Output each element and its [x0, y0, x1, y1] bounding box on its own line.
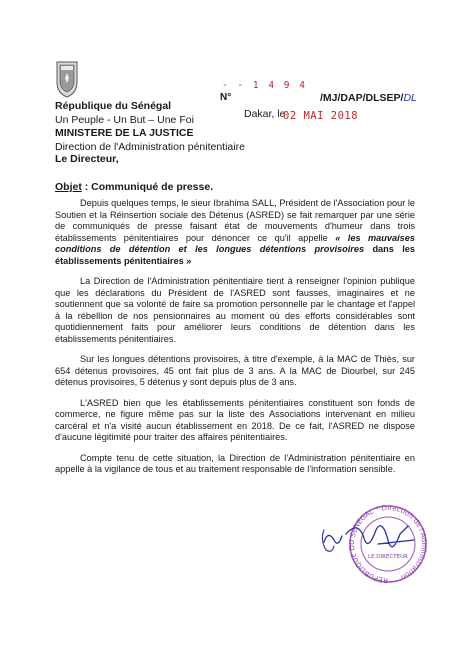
subject-label: Objet: [55, 181, 82, 193]
letterhead: [55, 100, 245, 154]
paragraph-5: Compte tenu de cette situation, la Direction de l'Administration pénitentiaire en appelle à la vigilance de tous et au traitement responsable de l'information sensible.: [55, 452, 415, 474]
seal-center-text: LE DIRECTEUR: [368, 554, 408, 560]
paragraph-1: [55, 198, 415, 267]
reference-path: [320, 92, 417, 104]
seal-ring-text: REPUBLIQUE DU SENEGAL * Direction de l'Administration: [347, 503, 429, 585]
reference-initials: DL: [403, 92, 417, 104]
paragraph-1-end: dans les établissements pénitentiaires »: [55, 244, 416, 266]
signature-icon: [324, 526, 414, 547]
place-label: Dakar, le: [244, 108, 286, 120]
senegal-emblem-icon: [54, 60, 80, 98]
paragraph-4: L'ASRED bien que les établissements pénitentiaires constituent son fonds de commerce, ne figure même pas sur la liste des Associations intervenant en milieu carcéral et n'a visité aucun établissement en 2018. De ce fait, l'ASRED ne dispose d'aucune légitimité pour traiter des affaires pénitentiaires.: [55, 397, 415, 442]
svg-text:REPUBLIQUE DU SENEGAL * Direct: [348, 504, 428, 584]
paragraph-1-quote: « les mauvaises conditions de détention et les longues détentions provisoires: [55, 232, 416, 254]
date-stamp: 02 MAI 2018: [283, 110, 359, 122]
paragraph-1-start: Depuis quelques temps, le sieur Ibrahima SALL, Président de l'Association pour le Soutien et la Réinsertion sociale des Détenus (ASRED) se fait remarquer par une série de communiqués de presse faisant état de mouvements d'humeur dans trois établissements pénitentiaires pour dénoncer ce qu'il appelle: [55, 198, 415, 243]
letter-body: [55, 198, 415, 485]
paragraph-3: Sur les longues détentions provisoires, à titre d'exemple, à la MAC de Thiès, sur 654 détenus provisoires, 45 ont fait plus de 3 ans. A la MAC de Diourbel, sur 245 détenus provisoires, 5 détenus y sont depuis plus de 3 ans.: [55, 354, 415, 387]
subject-line: [55, 181, 213, 193]
reference-stamp-number: - - 1 4 9 4: [222, 80, 307, 91]
subject-value: : Communiqué de presse.: [81, 181, 214, 193]
directorate-name: Direction de l'Administration pénitentiaire: [55, 140, 245, 153]
sender-title: Le Directeur,: [55, 153, 119, 165]
paragraph-2: La Direction de l'Administration pénitentiaire tient à renseigner l'opinion publique que les déclarations du Président de l'ASRED sont fausses, imaginaires et ne soutiennent que sa volonté de faire sa promotion personnelle par le chantage et l'appel à la rébellion de nos pensionnaires au moment où des efforts considérables sont quotidiennement faits pour améliorer leurs conditions de détention dans les établissements pénitentiaires.: [55, 276, 415, 344]
official-seal-stamp: [318, 500, 438, 590]
country-name: République du Sénégal: [55, 100, 172, 112]
reference-path-text: /MJ/DAP/DLSEP/: [320, 92, 404, 104]
reference-number-label: N°: [220, 92, 232, 103]
ministry-name: MINISTERE DE LA JUSTICE: [55, 127, 194, 139]
national-motto: Un Peuple - Un But – Une Foi: [55, 113, 194, 126]
